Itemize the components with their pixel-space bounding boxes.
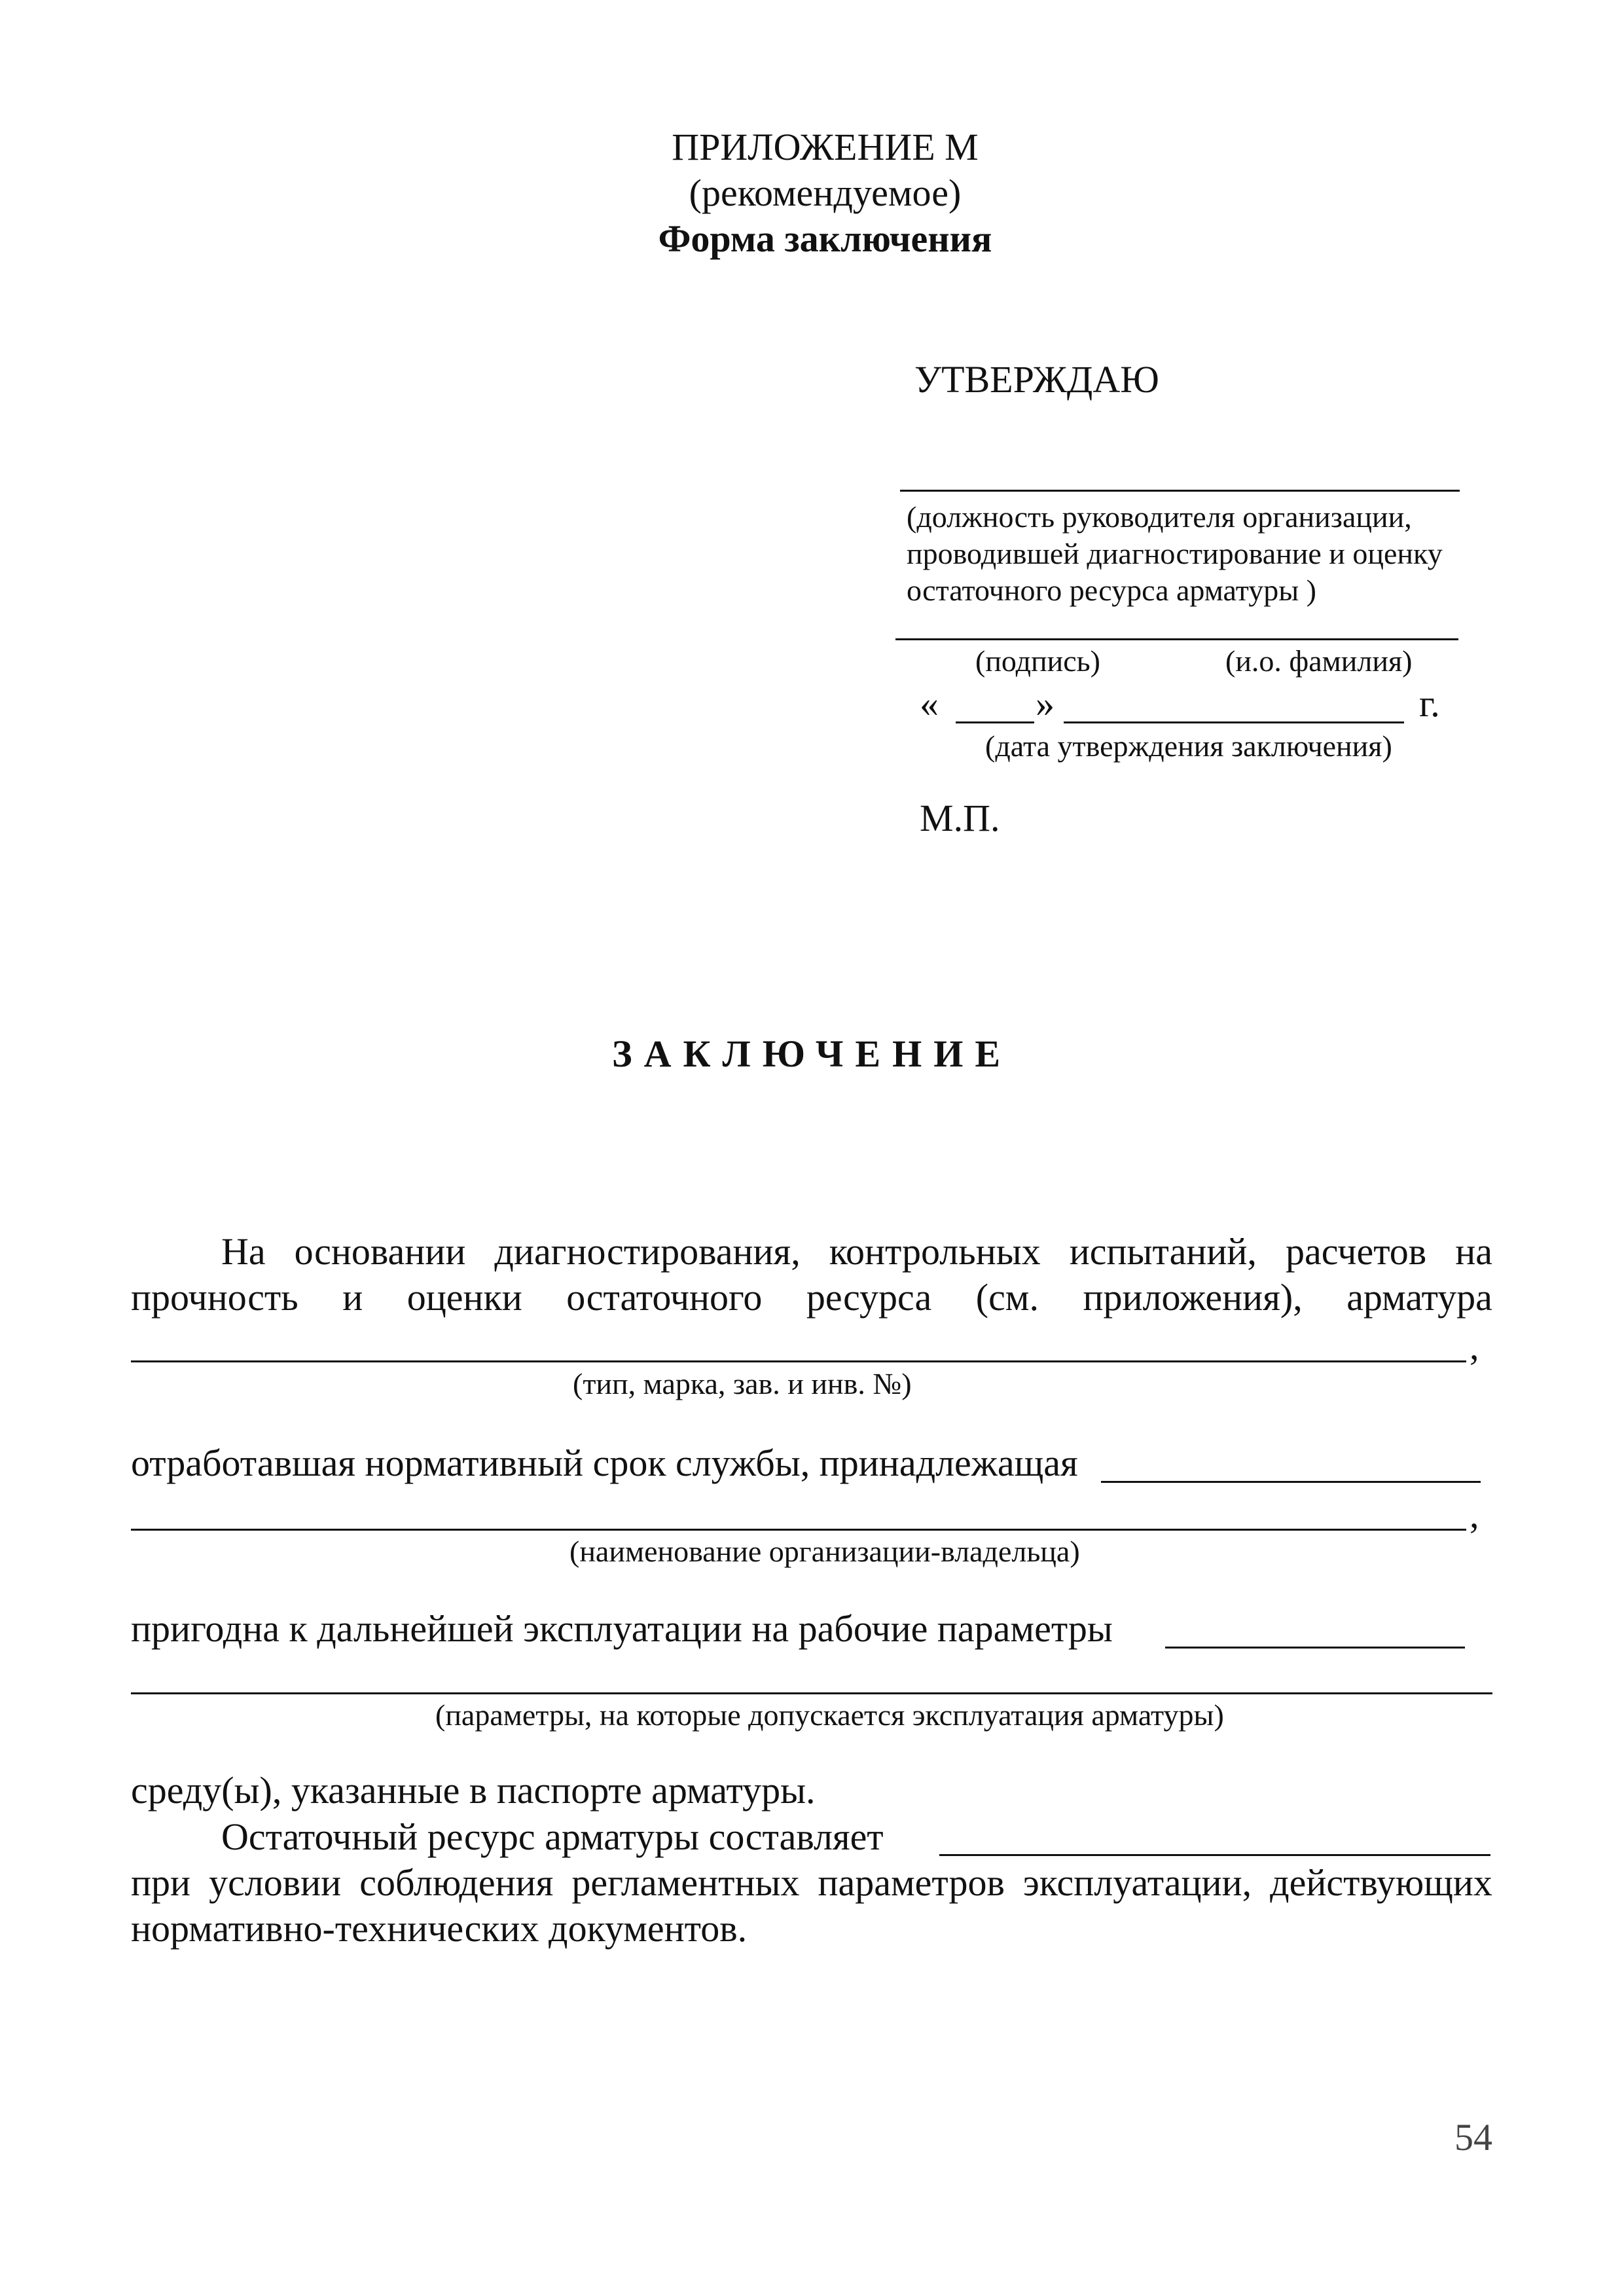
word: параметров [818,1861,1005,1904]
position-caption [907,499,1443,609]
para1-line2 [131,1275,1492,1321]
para1-line1 [221,1229,1492,1275]
word: контрольных [829,1230,1041,1273]
owner-line-2 [131,1529,1466,1531]
params-line-1 [1165,1647,1465,1649]
type-line [131,1360,1466,1362]
word: остаточного [566,1276,763,1319]
suitable-text: пригодна к дальнейшей эксплуатации на рабочие параметры [131,1607,1113,1650]
worked-out-text: отработавшая нормативный срок службы, принадлежащая [131,1442,1078,1484]
signature-caption: (подпись) [975,644,1100,678]
params-caption: (параметры, на которые допускается эксплуатация арматуры) [435,1698,1224,1732]
header [0,124,1624,262]
appendix-title: ПРИЛОЖЕНИЕ М [672,126,979,168]
owner-caption: (наименование организации-владельца) [569,1535,1080,1568]
word: действующих [1270,1861,1492,1904]
name-caption: (и.о. фамилия) [1225,644,1413,678]
date-open-quote: « [920,682,939,725]
type-caption: (тип, марка, зав. и инв. №) [573,1367,912,1400]
date-month-line [1064,721,1404,723]
condition-line [131,1860,1492,1906]
position-caption-line-3: остаточного ресурса арматуры ) [907,574,1316,607]
stamp-place: М.П. [920,797,1000,839]
position-line [900,490,1460,492]
owner-line-1 [1101,1481,1481,1483]
date-close-quote: » [1036,682,1055,725]
normative-text: нормативно-технических документов. [131,1907,748,1950]
approve-label: УТВЕРЖДАЮ [914,358,1159,401]
media-text: среду(ы), указанные в паспорте арматуры. [131,1769,816,1812]
residual-line [939,1854,1490,1856]
word: прочность [131,1276,298,1319]
residual-text: Остаточный ресурс арматуры составляет [221,1815,884,1858]
form-title: Форма заключения [658,217,992,260]
word: основании [294,1230,466,1273]
word: при [131,1861,191,1904]
word: (см. [975,1276,1039,1319]
word: испытаний, [1069,1230,1257,1273]
conclusion-title: ЗАКЛЮЧЕНИЕ [611,1032,1013,1075]
position-caption-line-2: проводившей диагностирование и оценку [907,537,1443,570]
type-comma: , [1470,1325,1479,1368]
params-line-2 [131,1692,1492,1694]
word: На [221,1230,266,1273]
position-caption-line-1: (должность руководителя организации, [907,500,1412,534]
word: на [1455,1230,1492,1273]
word: эксплуатации, [1022,1861,1252,1904]
word: диагностирования, [494,1230,801,1273]
date-caption: (дата утверждения заключения) [985,729,1392,763]
word: приложения), [1083,1276,1303,1319]
word: оценки [406,1276,522,1319]
word: условии [209,1861,342,1904]
word: ресурса [806,1276,932,1319]
page-number: 54 [1454,2116,1492,2159]
appendix-recommended: (рекомендуемое) [689,172,962,214]
word: регламентных [571,1861,800,1904]
word: и [342,1276,363,1319]
date-day-line [956,721,1034,723]
date-year-suffix: г. [1419,682,1440,725]
word: расчетов [1285,1230,1427,1273]
signature-line [895,638,1458,640]
owner-comma: , [1470,1493,1479,1536]
word: соблюдения [359,1861,554,1904]
word: арматура [1346,1276,1492,1319]
